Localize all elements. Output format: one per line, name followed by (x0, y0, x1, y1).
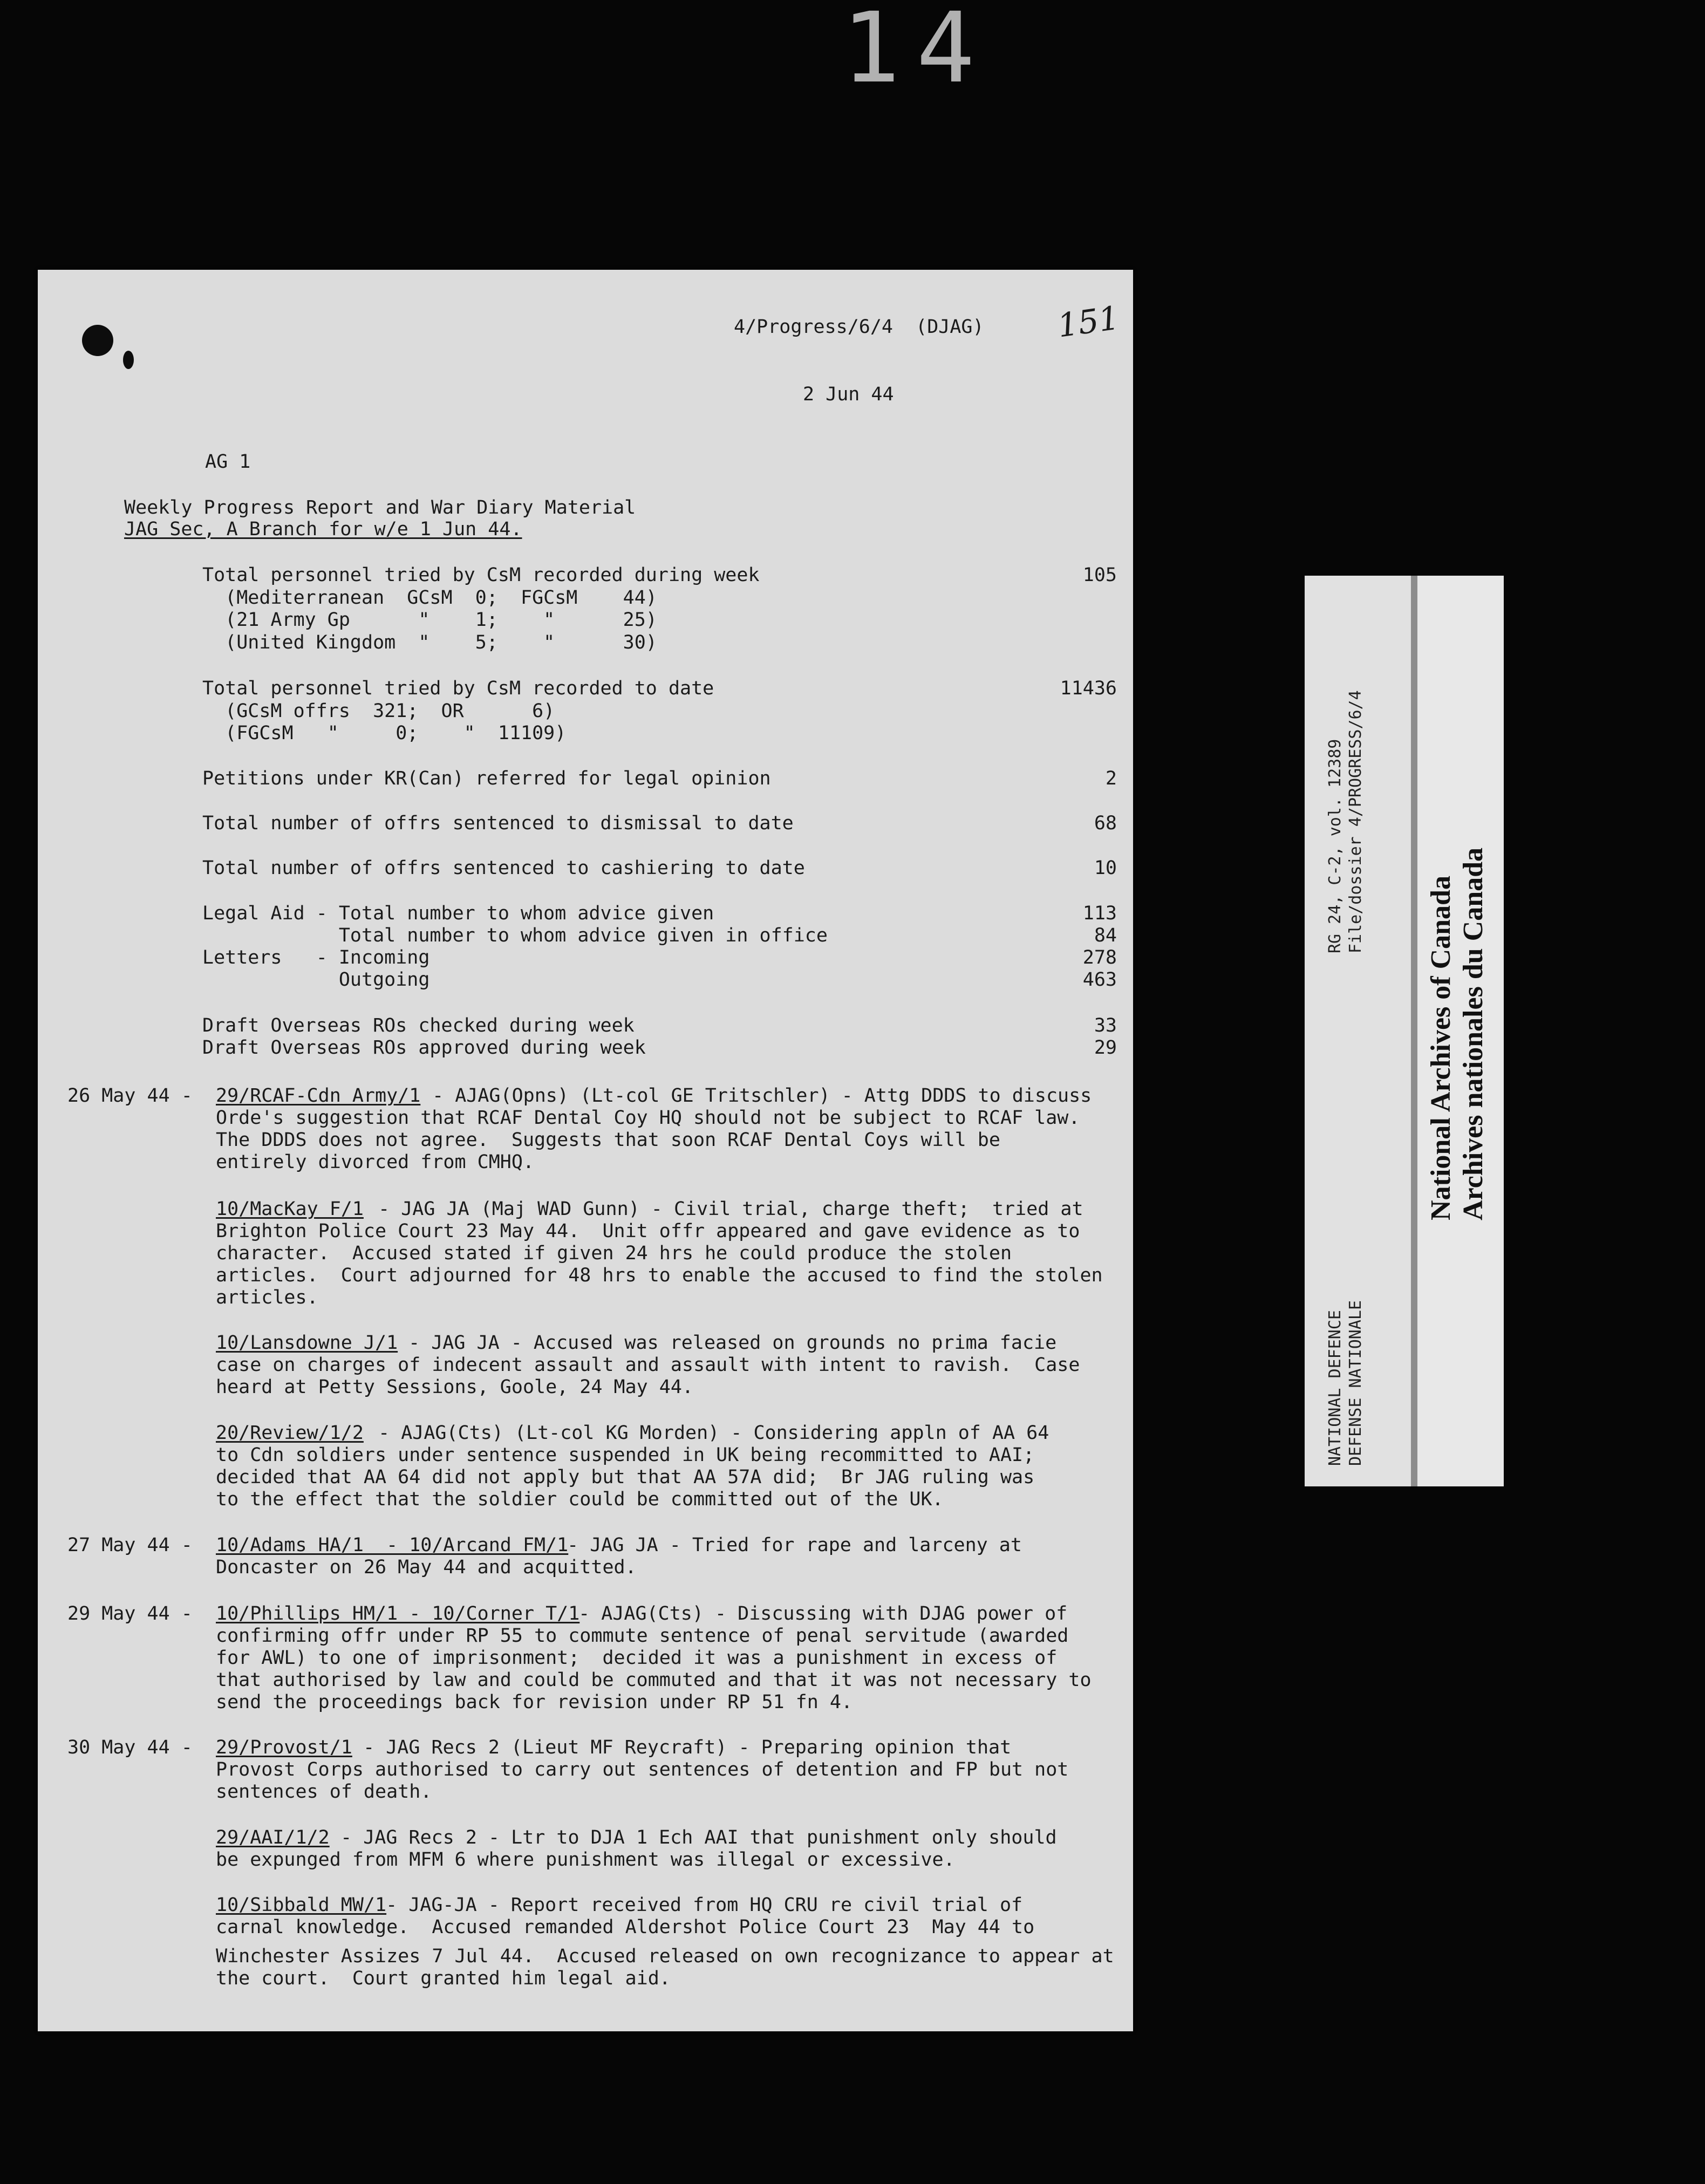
stat-value: 113 (1082, 903, 1117, 924)
file-ref-underlined: 10/MacKay F/1 (216, 1198, 364, 1220)
stat-value: 10 (1094, 857, 1117, 879)
punch-hole (123, 351, 134, 369)
archive-name-en: National Archives of Canada (1426, 876, 1456, 1220)
frame-number: 14 (842, 0, 991, 105)
stat-label: (21 Army Gp " 1; " 25) (202, 609, 657, 631)
entry-date: 27 May 44 - (67, 1534, 193, 1556)
stat-value: 29 (1094, 1037, 1117, 1059)
entry-line: the court. Court granted him legal aid. (216, 1968, 671, 1989)
entry-date: 26 May 44 - (67, 1085, 193, 1107)
entry-date: 30 May 44 - (67, 1737, 193, 1758)
file-ref-underlined: 10/Sibbald MW/1 (216, 1894, 387, 1916)
stat-value: 105 (1082, 564, 1117, 586)
stat-value: 33 (1094, 1015, 1117, 1036)
entry-line: carnal knowledge. Accused remanded Aldershot Police Court 23 May 44 to (216, 1916, 1035, 1938)
archive-label-card (1305, 576, 1417, 1486)
stat-label: (FGCsM " 0; " 11109) (202, 722, 567, 744)
entry-line: that authorised by law and could be commuted and that it was not necessary to (216, 1669, 1092, 1691)
folio-number: 151 (1055, 299, 1122, 345)
file-ref-underlined: 29/Provost/1 (216, 1737, 352, 1758)
file-ref-underlined: 20/Review/1/2 (216, 1422, 364, 1444)
stat-label: (United Kingdom " 5; " 30) (202, 632, 657, 653)
file-ref-underlined: 10/Adams HA/1 - 10/Arcand FM/1 (216, 1534, 569, 1556)
stat-value: 463 (1082, 969, 1117, 991)
entry-line: The DDDS does not agree. Suggests that soon RCAF Dental Coys will be (216, 1129, 1000, 1151)
file-ref-underlined: 29/RCAF-Cdn Army/1 (216, 1085, 421, 1107)
document-date: 2 Jun 44 (803, 384, 894, 405)
archive-name-fr: Archives nationales du Canada (1458, 847, 1489, 1220)
stat-label: Total personnel tried by CsM recorded during week (202, 564, 760, 586)
addressee: AG 1 (205, 451, 251, 473)
entry-line: - AJAG(Cts) (Lt-col KG Morden) - Considering appln of AA 64 (367, 1422, 1049, 1444)
entry-line: - JAG Recs 2 - Ltr to DJA 1 Ech AAI that punishment only should (329, 1827, 1057, 1848)
entry-line: sentences of death. (216, 1781, 432, 1803)
stat-label: (Mediterranean GCsM 0; FGCsM 44) (202, 587, 657, 609)
stat-value: 84 (1094, 925, 1117, 946)
entry-line: - AJAG(Cts) - Discussing with DJAG power of (556, 1603, 1068, 1625)
file-ref-underlined: 10/Phillips HM/1 - 10/Corner T/1 (216, 1603, 580, 1625)
entry-line: articles. (216, 1287, 318, 1308)
stat-label: Outgoing (202, 969, 430, 991)
department-name-fr: DEFENSE NATIONALE (1346, 1300, 1365, 1466)
archive-name-card (1417, 576, 1504, 1486)
stat-value: 2 (1105, 768, 1117, 789)
entry-line: to Cdn soldiers under sentence suspended in UK being recommitted to AAI; (216, 1444, 1035, 1466)
report-title-line1: Weekly Progress Report and War Diary Material (124, 497, 636, 518)
entry-line: - JAG-JA - Report received from HQ CRU re civil trial of (374, 1894, 1023, 1916)
entry-line: decided that AA 64 did not apply but that AA 57A did; Br JAG ruling was (216, 1466, 1035, 1488)
entry-line: - AJAG(Opns) (Lt-col GE Tritschler) - Attg DDDS to discuss (421, 1085, 1092, 1107)
entry-line: - JAG JA - Accused was released on grounds no prima facie (397, 1332, 1057, 1354)
entry-line: entirely divorced from CMHQ. (216, 1151, 535, 1173)
entry-line: to the effect that the soldier could be committed out of the UK. (216, 1489, 944, 1510)
department-name-en: NATIONAL DEFENCE (1326, 1310, 1345, 1466)
document-page (38, 270, 1133, 2031)
stat-label: Total number to whom advice given in office (202, 925, 828, 946)
entry-line: case on charges of indecent assault and assault with intent to ravish. Case (216, 1354, 1080, 1376)
file-ref-underlined: 10/Lansdowne J/1 (216, 1332, 398, 1354)
entry-line: be expunged from MFM 6 where punishment was illegal or excessive. (216, 1849, 955, 1871)
stat-label: Total number of offrs sentenced to cashiering to date (202, 857, 805, 879)
stat-label: Total personnel tried by CsM recorded to date (202, 678, 714, 699)
file-ref-underlined: 29/AAI/1/2 (216, 1827, 330, 1848)
stat-label: Draft Overseas ROs approved during week (202, 1037, 646, 1059)
stat-value: 278 (1082, 947, 1117, 968)
entry-line: articles. Court adjourned for 48 hrs to enable the accused to find the stolen (216, 1265, 1103, 1286)
report-title-line2: JAG Sec, A Branch for w/e 1 Jun 44. (124, 518, 522, 540)
stat-value: 68 (1094, 813, 1117, 834)
entry-line: Doncaster on 26 May 44 and acquitted. (216, 1557, 637, 1578)
file-reference: 4/Progress/6/4 (DJAG) (734, 316, 984, 338)
file-dossier-reference: File/dossier 4/PROGRESS/6/4 (1346, 690, 1365, 953)
entry-line: heard at Petty Sessions, Goole, 24 May 44. (216, 1376, 694, 1398)
entry-line: Winchester Assizes 7 Jul 44. Accused released on own recognizance to appear at (216, 1946, 1114, 1967)
entry-line: confirming offr under RP 55 to commute sentence of penal servitude (awarded (216, 1625, 1069, 1647)
entry-line: for AWL) to one of imprisonment; decided it was a punishment in excess of (216, 1647, 1058, 1669)
entry-date: 29 May 44 - (67, 1603, 193, 1625)
entry-line: - JAG Recs 2 (Lieut MF Reycraft) - Preparing opinion that (352, 1737, 1012, 1758)
entry-line: - JAG JA (Maj WAD Gunn) - Civil trial, charge theft; tried at (367, 1198, 1083, 1220)
stat-label: (GCsM offrs 321; OR 6) (202, 700, 555, 722)
record-group-reference: RG 24, C-2, vol. 12389 (1326, 739, 1345, 953)
entry-line: Brighton Police Court 23 May 44. Unit offr appeared and gave evidence as to (216, 1220, 1080, 1242)
entry-line: character. Accused stated if given 24 hrs he could produce the stolen (216, 1243, 1012, 1264)
stat-label: Legal Aid - Total number to whom advice given (202, 903, 714, 924)
stat-label: Letters - Incoming (202, 947, 430, 968)
entry-line: send the proceedings back for revision under RP 51 fn 4. (216, 1691, 853, 1713)
stat-label: Draft Overseas ROs checked during week (202, 1015, 635, 1036)
entry-line: Orde's suggestion that RCAF Dental Coy HQ should not be subject to RCAF law. (216, 1107, 1080, 1129)
punch-hole (82, 325, 113, 356)
stat-label: Total number of offrs sentenced to dismissal to date (202, 813, 794, 834)
entry-line: Provost Corps authorised to carry out sentences of detention and FP but not (216, 1759, 1069, 1780)
stat-value: 11436 (1060, 678, 1117, 699)
stat-label: Petitions under KR(Can) referred for legal opinion (202, 768, 771, 789)
entry-line: - JAG JA - Tried for rape and larceny at (556, 1534, 1022, 1556)
